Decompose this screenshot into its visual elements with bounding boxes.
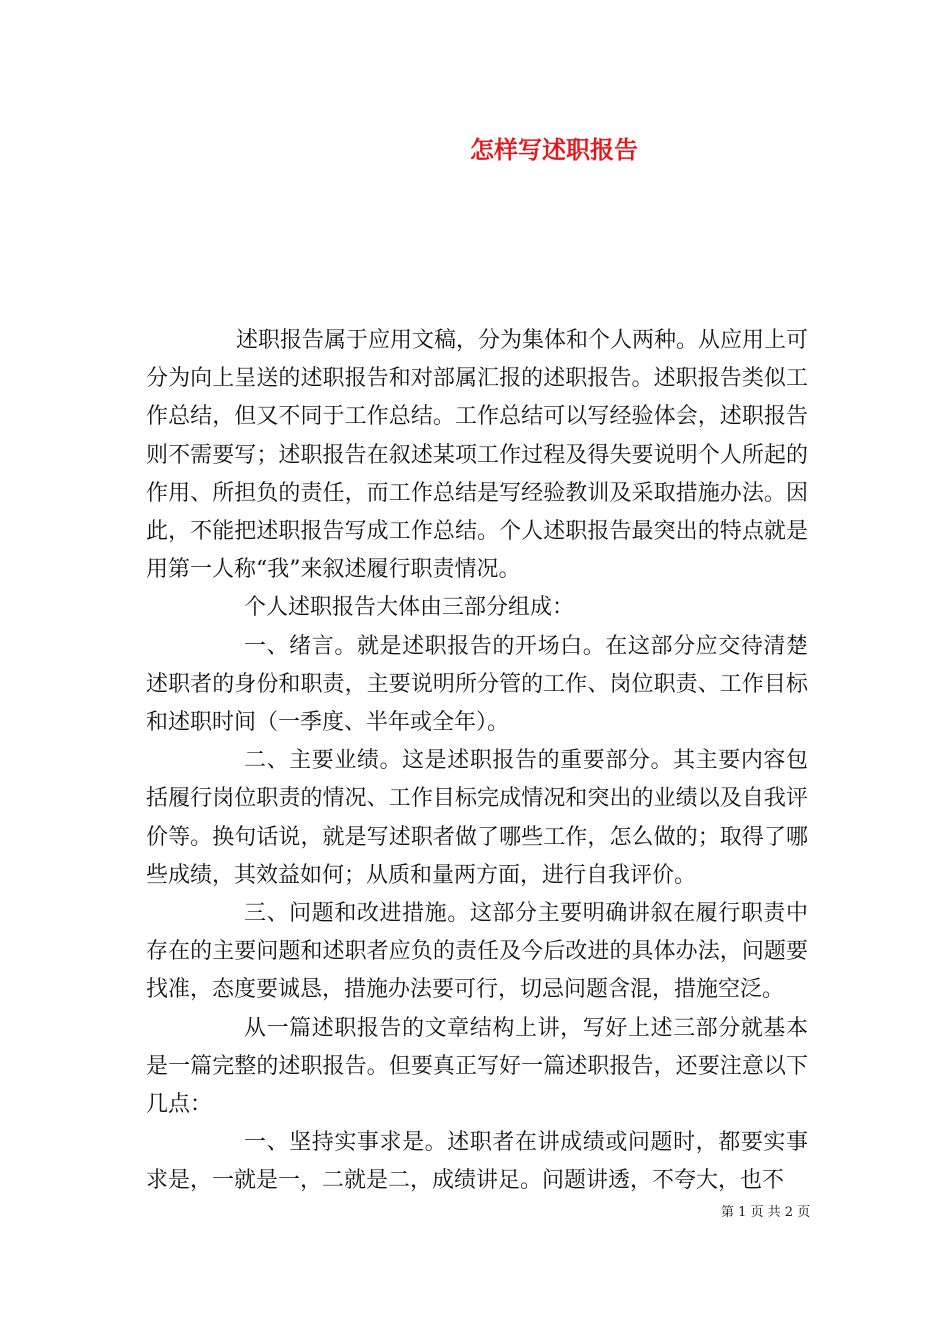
paragraph: 一、绪言。就是述职报告的开场白。在这部分应交待清楚述职者的身份和职责，主要说明所分管的工作、岗位职责、工作目标和述职时间（一季度、半年或全年）。 [146, 633, 808, 736]
paragraph: 一、坚持实事求是。述职者在讲成绩或问题时，都要实事求是，一就是一，二就是二，成绩讲足。问题讲透，不夸大，也不 [146, 1130, 808, 1194]
document-title: 怎样写述职报告 [470, 135, 638, 164]
paragraph: 三、问题和改进措施。这部分主要明确讲叙在履行职责中存在的主要问题和述职者应负的责任及今后改进的具体办法，问题要找准，态度要诚恳，措施办法要可行，切忌问题含混，措施空泛。 [146, 901, 808, 1003]
paragraph: 从一篇述职报告的文章结构上讲，写好上述三部分就基本是一篇完整的述职报告。但要真正写好一篇述职报告，还要注意以下几点： [146, 1015, 808, 1118]
paragraph: 述职报告属于应用文稿，分为集体和个人两种。从应用上可分为向上呈送的述职报告和对部属汇报的述职报告。述职报告类似工作总结，但又不同于工作总结。工作总结可以写经验体会，述职报告则不需要写；述职报告在叙述某项工作过程及得失要说明个人所起的作用、所担负的责任，而工作总结是写经验教训及采取措施办法。因此，不能把述职报告写成工作总结。个人述职报告最突出的特点就是用第一人称“我”来叙述履行职责情况。 [146, 328, 809, 583]
paragraph: 个人述职报告大体由三部分组成： [244, 595, 575, 621]
paragraph: 二、主要业绩。这是述职报告的重要部分。其主要内容包括履行岗位职责的情况、工作目标完成情况和突出的业绩以及自我评价等。换句话说，就是写述职者做了哪些工作，怎么做的；取得了哪些成绩，其效益如何；从质和量两方面，进行自我评价。 [146, 748, 808, 888]
page-number-footer: 第 1 页 共 2 页 [721, 1205, 811, 1220]
document-body [146, 322, 808, 1201]
